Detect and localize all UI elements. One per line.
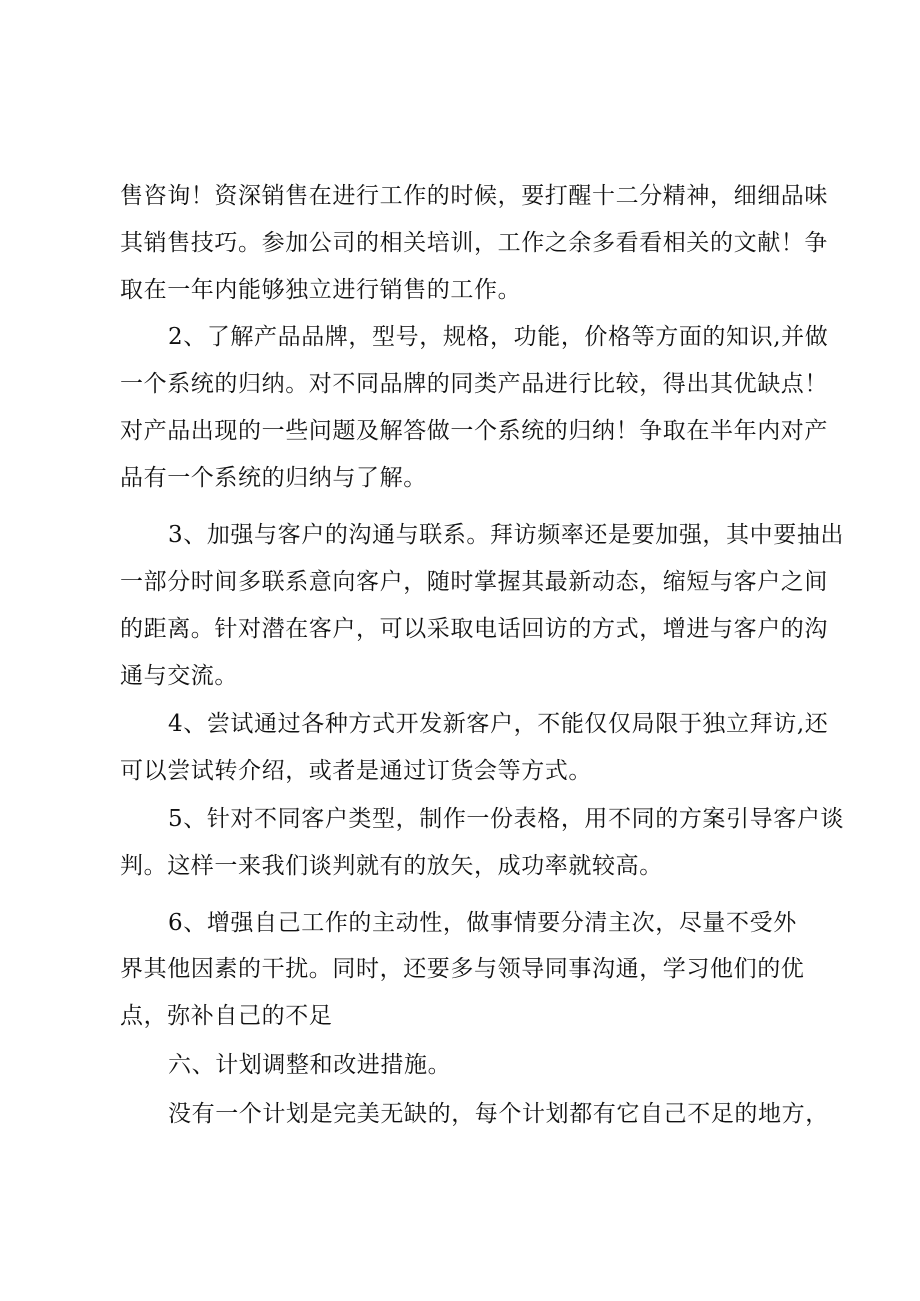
text-line: 其销售技巧。参加公司的相关培训，工作之余多看看相关的文献！争 [120, 230, 828, 256]
text-line: 售咨询！资深销售在进行工作的时候，要打醒十二分精神，细细品味 [120, 183, 828, 209]
text-line: 2、了解产品品牌，型号，规格，功能，价格等方面的知识,并做 [168, 324, 829, 350]
text-line: 没有一个计划是完美无缺的，每个计划都有它自己不足的地方， [168, 1101, 829, 1127]
text-line: 品有一个系统的归纳与了解。 [120, 465, 427, 491]
text-line: 6、增强自己工作的主动性，做事情要分清主次，尽量不受外 [168, 910, 797, 936]
text-line: 通与交流。 [120, 663, 238, 689]
text-line: 对产品出现的一些问题及解答做一个系统的归纳！争取在半年内对产 [120, 418, 828, 444]
text-line: 取在一年内能够独立进行销售的工作。 [120, 277, 522, 303]
text-line: 5、针对不同客户类型，制作一份表格，用不同的方案引导客户谈 [168, 806, 845, 832]
text-line: 4、尝试通过各种方式开发新客户，不能仅仅局限于独立拜访,还 [168, 711, 829, 737]
text-line: 3、加强与客户的沟通与联系。拜访频率还是要加强，其中要抽出 [168, 522, 845, 548]
text-line: 的距离。针对潜在客户，可以采取电话回访的方式，增进与客户的沟 [120, 616, 828, 642]
section-heading: 六、计划调整和改进措施。 [168, 1052, 452, 1078]
text-line: 点，弥补自己的不足 [120, 1003, 333, 1029]
text-line: 判。这样一来我们谈判就有的放矢，成功率就较高。 [120, 853, 663, 879]
text-line: 一个系统的归纳。对不同品牌的同类产品进行比较，得出其优缺点！ [120, 371, 828, 397]
text-line: 可以尝试转介绍，或者是通过订货会等方式。 [120, 758, 592, 784]
text-line: 一部分时间多联系意向客户，随时掌握其最新动态，缩短与客户之间 [120, 569, 828, 595]
text-line: 界其他因素的干扰。同时，还要多与领导同事沟通，学习他们的优 [120, 956, 805, 982]
